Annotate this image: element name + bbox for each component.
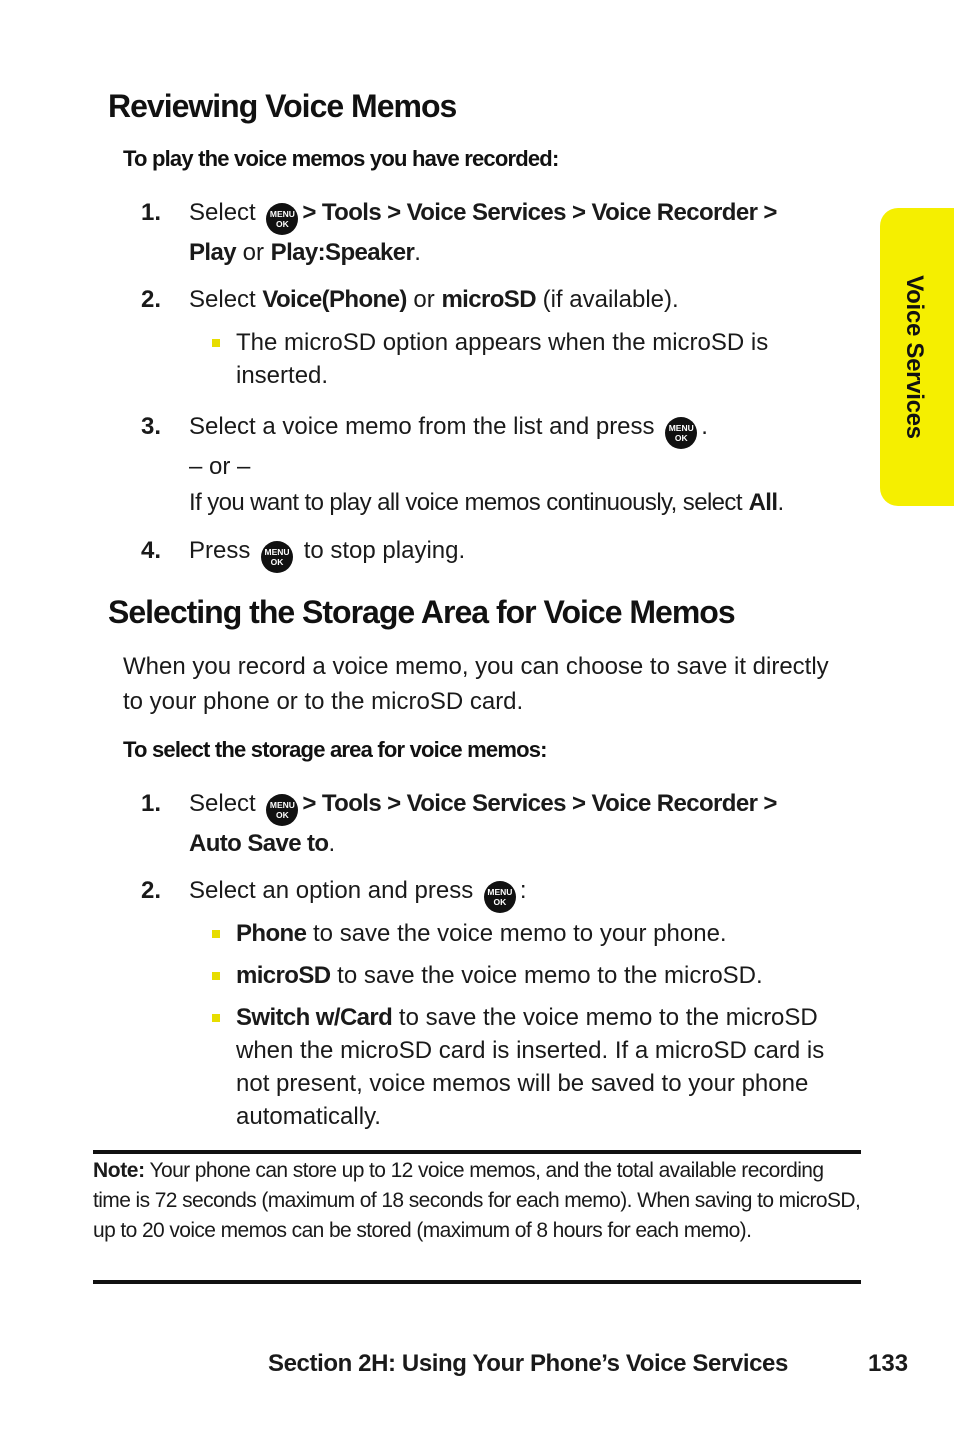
side-tab-label: Voice Services — [901, 275, 928, 439]
step-text: Select MENU OK > Tools > Voice Services > Voice Recorder > Auto Save to. — [189, 790, 777, 857]
bullet-square-icon — [212, 930, 220, 938]
menu-ok-key-icon: MENU OK — [484, 881, 516, 913]
step-text: Select Voice(Phone) or microSD (if available). — [189, 286, 679, 313]
option-all: All — [748, 489, 778, 516]
intro-paragraph: When you record a voice memo, you can choose to save it directly to your phone or to the microSD card. — [123, 653, 829, 715]
instruction-play: To play the voice memos you have recorded: — [123, 146, 559, 171]
step-1-play — [141, 195, 871, 267]
bullet-switch-card: Switch w/Card to save the voice memo to the microSD when the microSD card is inserted. If a microSD card is not present, voice memos will be saved to your phone automatically. — [212, 1001, 852, 1133]
bullet-phone: Phone to save the voice memo to your phone. — [212, 917, 852, 950]
option-microsd: microSD — [441, 286, 536, 313]
note-bottom-rule — [93, 1280, 861, 1284]
menu-ok-key-icon: MENU OK — [266, 203, 298, 235]
bullet-square-icon — [212, 1014, 220, 1022]
bullet-microsd-note: The microSD option appears when the microSD is inserted. — [212, 326, 852, 392]
step-2-select-storage — [141, 282, 871, 318]
note-label: Note: — [93, 1159, 145, 1182]
menu-ok-key-icon: MENU OK — [261, 541, 293, 573]
bullet-square-icon — [212, 339, 220, 347]
option-auto-save: Auto Save to — [189, 830, 329, 857]
step-text: Select MENU OK > Tools > Voice Services > Voice Recorder > Play or Play:Speaker. — [189, 199, 777, 266]
menu-ok-key-icon: MENU OK — [266, 794, 298, 826]
step-4-stop — [141, 533, 871, 569]
step-text: Select an option and press MENU OK : — [189, 873, 879, 913]
page-number: 133 — [868, 1350, 909, 1377]
section-title-storage: Selecting the Storage Area for Voice Memos — [108, 594, 735, 630]
option-play: Play — [189, 239, 236, 266]
step-number: 1. — [141, 790, 162, 817]
step-number: 2. — [141, 877, 162, 904]
footer-section-title: Section 2H: Using Your Phone’s Voice Services — [268, 1350, 788, 1377]
note-box — [93, 1156, 861, 1246]
step-number: 3. — [141, 413, 162, 440]
bullet-square-icon — [212, 972, 220, 980]
note-text: Your phone can store up to 12 voice memos, and the total available recording time is 72 seconds (maximum of 18 seconds for each memo). When saving to microSD, up to 20 voice memos can be stored (maximum of 8 hours for each memo). — [93, 1159, 861, 1242]
menu-ok-key-icon: MENU OK — [665, 417, 697, 449]
step-number: 4. — [141, 537, 162, 564]
step-1-auto-save — [141, 786, 871, 858]
note-top-rule — [93, 1150, 861, 1154]
menu-path: > Tools > Voice Services > Voice Recorder > — [302, 790, 777, 817]
section-title-reviewing: Reviewing Voice Memos — [108, 88, 457, 124]
option-play-speaker: Play:Speaker — [270, 239, 415, 266]
step-number: 2. — [141, 286, 162, 313]
step-text: Select a voice memo from the list and press MENU OK . – or – If you want to play all voice memos continuously, select All. — [189, 413, 785, 516]
step-3-select-memo — [141, 409, 871, 517]
menu-path: > Tools > Voice Services > Voice Recorder > — [302, 199, 777, 226]
or-separator: – or – — [189, 453, 251, 480]
bullet-microsd: microSD to save the voice memo to the microSD. — [212, 959, 852, 992]
instruction-storage: To select the storage area for voice memos: — [123, 737, 547, 762]
step-2-select-option — [141, 873, 871, 909]
option-voice-phone: Voice(Phone) — [262, 286, 407, 313]
step-number: 1. — [141, 199, 162, 226]
step-text: Press MENU OK to stop playing. — [189, 533, 879, 573]
